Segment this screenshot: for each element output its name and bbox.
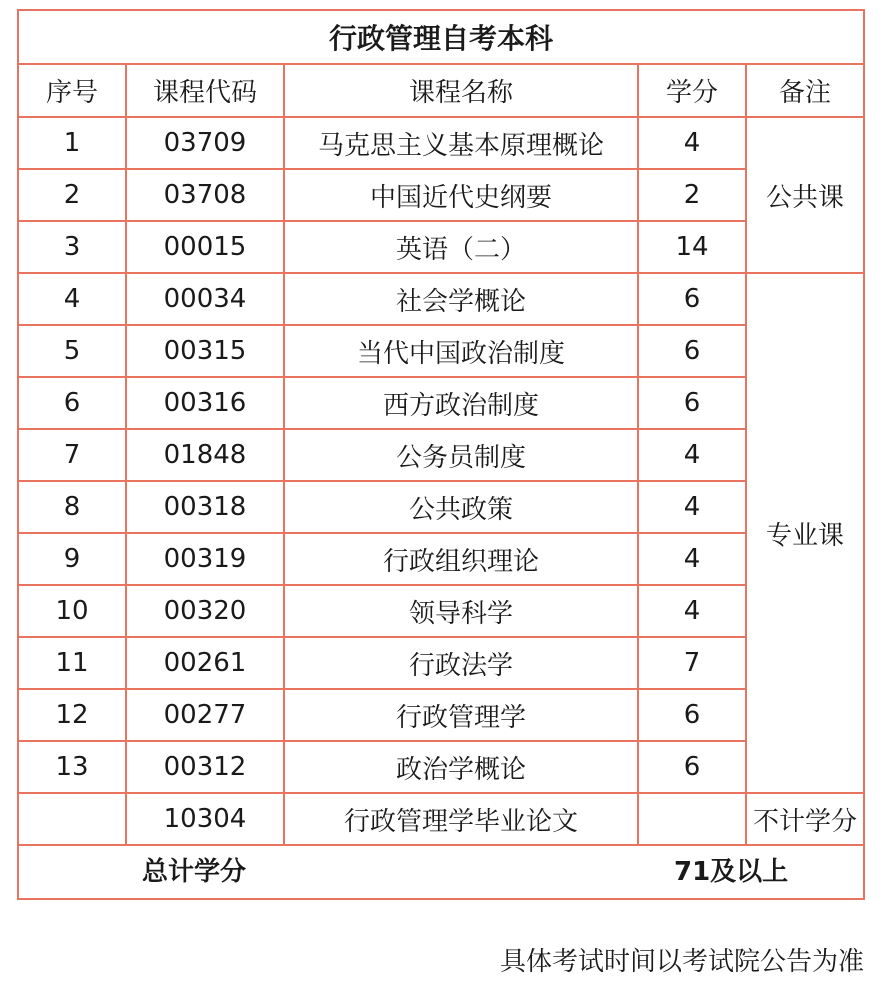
table-row <box>18 429 864 481</box>
row-credits: 4 <box>638 533 746 585</box>
header-remark: 备注 <box>746 64 864 117</box>
course-table <box>17 9 865 900</box>
header-index: 序号 <box>18 64 126 117</box>
footnote: 具体考试时间以考试院公告为准 <box>499 947 864 977</box>
header-code: 课程代码 <box>126 64 284 117</box>
total-row <box>18 845 864 899</box>
row-credits: 4 <box>638 481 746 533</box>
row-index: 6 <box>18 377 126 429</box>
table-row <box>18 377 864 429</box>
row-credits: 6 <box>638 741 746 793</box>
table-row <box>18 637 864 689</box>
row-code: 00318 <box>126 481 284 533</box>
table-row <box>18 221 864 273</box>
row-credits: 14 <box>638 221 746 273</box>
table-row <box>18 741 864 793</box>
row-code: 00315 <box>126 325 284 377</box>
row-index: 3 <box>18 221 126 273</box>
total-label: 总计学分 <box>142 857 247 887</box>
row-code: 00316 <box>126 377 284 429</box>
row-index: 2 <box>18 169 126 221</box>
header-name: 课程名称 <box>284 64 638 117</box>
remark-thesis: 不计学分 <box>746 793 864 845</box>
row-code: 00261 <box>126 637 284 689</box>
row-credits: 2 <box>638 169 746 221</box>
table-row <box>18 533 864 585</box>
row-index: 11 <box>18 637 126 689</box>
row-name: 行政管理学 <box>284 689 638 741</box>
row-code: 03708 <box>126 169 284 221</box>
row-name: 中国近代史纲要 <box>284 169 638 221</box>
row-index: 7 <box>18 429 126 481</box>
row-code: 01848 <box>126 429 284 481</box>
row-index <box>18 793 126 845</box>
row-index: 9 <box>18 533 126 585</box>
row-name: 当代中国政治制度 <box>284 325 638 377</box>
table-row <box>18 325 864 377</box>
row-code: 10304 <box>126 793 284 845</box>
row-credits: 4 <box>638 429 746 481</box>
table-title: 行政管理自考本科 <box>18 10 864 64</box>
row-index: 4 <box>18 273 126 325</box>
row-index: 10 <box>18 585 126 637</box>
table-row <box>18 169 864 221</box>
row-index: 12 <box>18 689 126 741</box>
total-cell <box>18 845 864 899</box>
row-code: 03709 <box>126 117 284 169</box>
row-index: 5 <box>18 325 126 377</box>
row-credits: 6 <box>638 325 746 377</box>
row-name: 公务员制度 <box>284 429 638 481</box>
row-credits: 6 <box>638 689 746 741</box>
remark-public: 公共课 <box>746 117 864 273</box>
row-code: 00319 <box>126 533 284 585</box>
row-code: 00015 <box>126 221 284 273</box>
total-value: 71及以上 <box>674 857 789 887</box>
row-name: 行政管理学毕业论文 <box>284 793 638 845</box>
row-name: 西方政治制度 <box>284 377 638 429</box>
row-credits: 6 <box>638 377 746 429</box>
row-name: 行政组织理论 <box>284 533 638 585</box>
row-credits: 6 <box>638 273 746 325</box>
row-code: 00277 <box>126 689 284 741</box>
row-name: 行政法学 <box>284 637 638 689</box>
table-row <box>18 273 864 325</box>
row-name: 公共政策 <box>284 481 638 533</box>
remark-major: 专业课 <box>746 273 864 793</box>
row-credits <box>638 793 746 845</box>
header-credits: 学分 <box>638 64 746 117</box>
row-credits: 4 <box>638 117 746 169</box>
row-code: 00320 <box>126 585 284 637</box>
row-credits: 7 <box>638 637 746 689</box>
row-credits: 4 <box>638 585 746 637</box>
row-index: 1 <box>18 117 126 169</box>
table-row <box>18 117 864 169</box>
table-row <box>18 689 864 741</box>
title-row <box>18 10 864 64</box>
table-row <box>18 481 864 533</box>
table-row <box>18 585 864 637</box>
row-code: 00312 <box>126 741 284 793</box>
header-row <box>18 64 864 117</box>
table-row <box>18 793 864 845</box>
row-code: 00034 <box>126 273 284 325</box>
row-name: 领导科学 <box>284 585 638 637</box>
row-name: 马克思主义基本原理概论 <box>284 117 638 169</box>
row-name: 英语（二） <box>284 221 638 273</box>
row-name: 社会学概论 <box>284 273 638 325</box>
row-name: 政治学概论 <box>284 741 638 793</box>
row-index: 13 <box>18 741 126 793</box>
row-index: 8 <box>18 481 126 533</box>
